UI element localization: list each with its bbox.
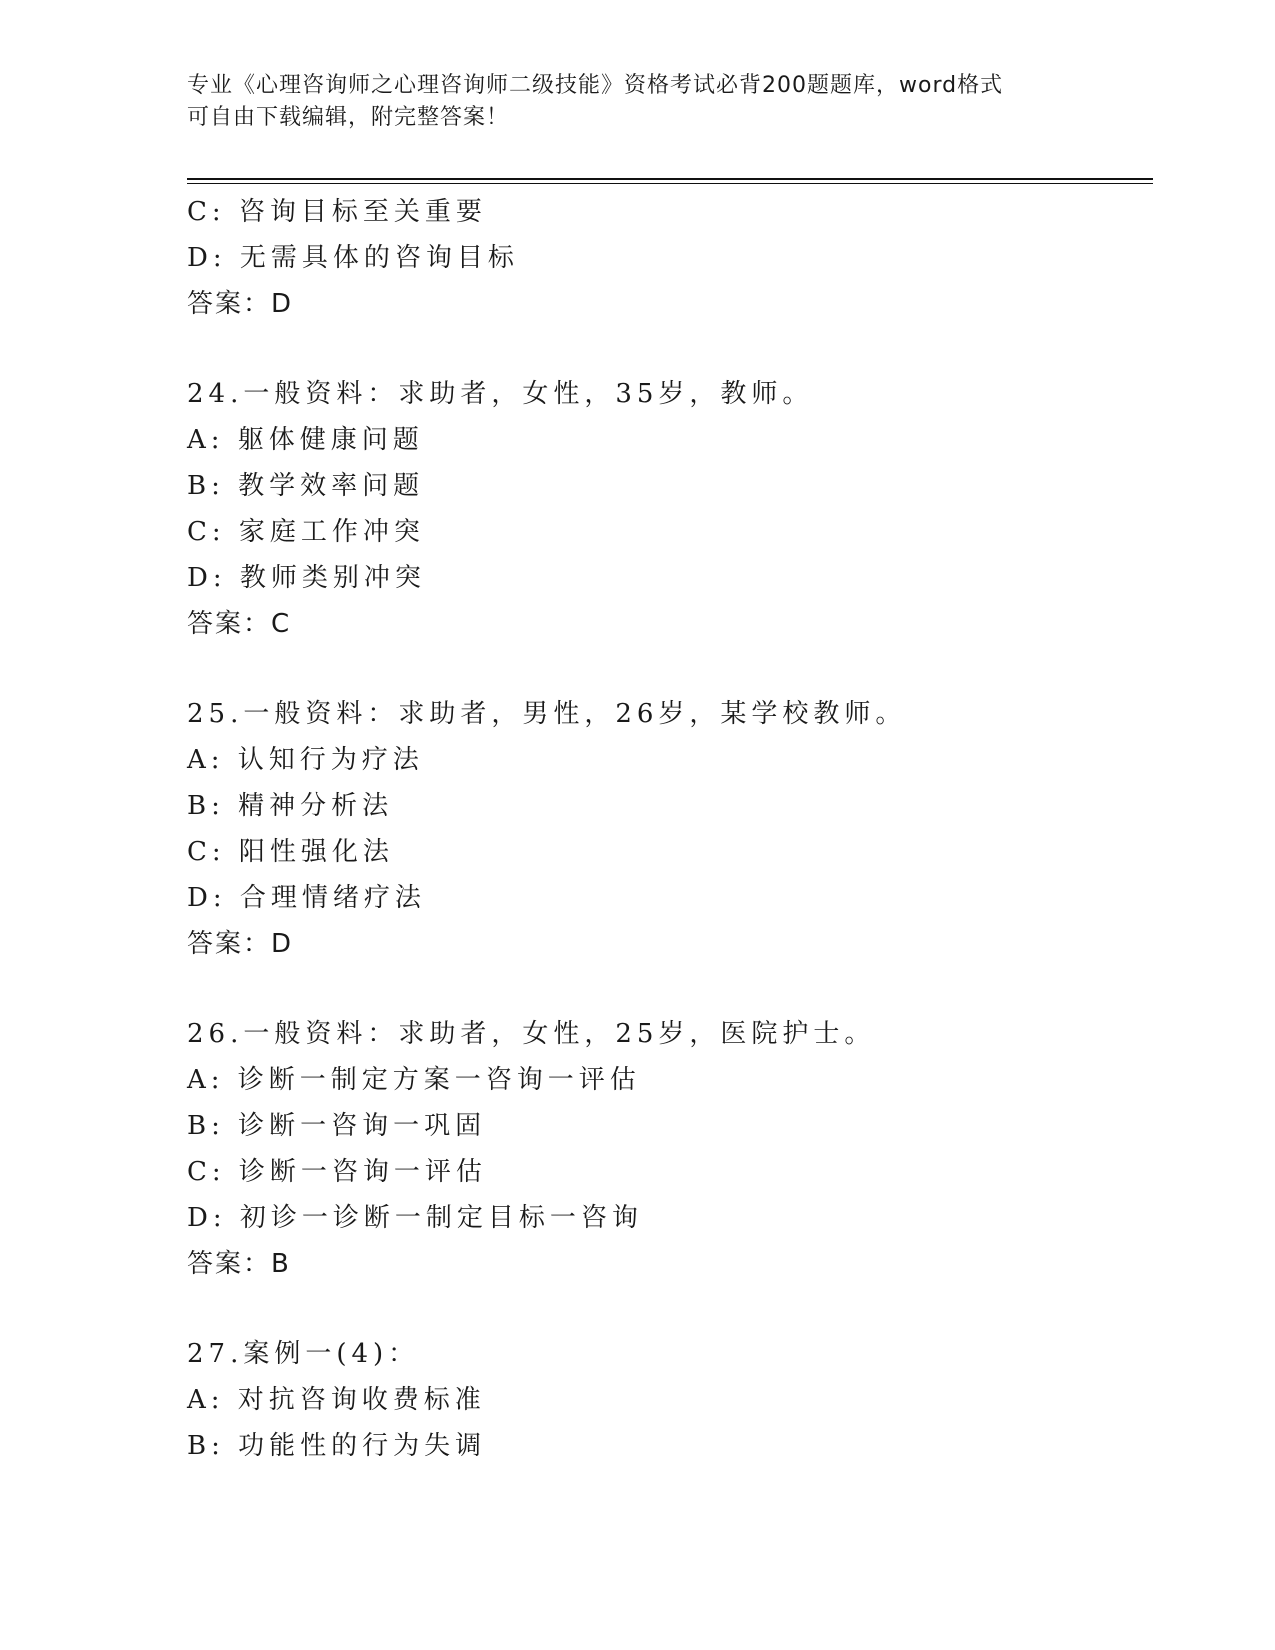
question-stem: 27.案例一(4)： (187, 1339, 420, 1369)
header-divider-thick (187, 178, 1153, 180)
option-d: D: 教师类别冲突 (187, 563, 426, 593)
question-25 (187, 691, 1147, 967)
document-header (187, 70, 1087, 134)
option-a: A: 对抗咨询收费标准 (187, 1385, 486, 1415)
option-d: D: 初诊一诊断一制定目标一咨询 (187, 1203, 643, 1233)
header-title-line-2: 可自由下载编辑，附完整答案！ (187, 105, 510, 130)
question-26 (187, 1011, 1147, 1287)
question-stem: 25.一般资料：求助者，男性，26岁，某学校教师。 (187, 699, 907, 729)
answer-line: 答案：C (187, 609, 292, 639)
option-c: C: 阳性强化法 (187, 837, 394, 867)
option-c: C: 咨询目标至关重要 (187, 197, 487, 227)
spacer (187, 327, 1147, 371)
header-divider-thin (187, 183, 1153, 184)
option-c: C: 家庭工作冲突 (187, 517, 425, 547)
option-a: A: 诊断一制定方案一咨询一评估 (187, 1065, 641, 1095)
option-b: B: 精神分析法 (187, 791, 394, 821)
question-stem: 24.一般资料：求助者，女性，35岁，教师。 (187, 379, 814, 409)
spacer (187, 967, 1147, 1011)
question-24 (187, 371, 1147, 647)
option-c: C: 诊断一咨询一评估 (187, 1157, 487, 1187)
header-title-line-1: 专业《心理咨询师之心理咨询师二级技能》资格考试必背200题题库，word格式 (187, 73, 1004, 98)
answer-line: 答案：D (187, 929, 294, 959)
question-23-continued (187, 189, 1147, 327)
spacer (187, 647, 1147, 691)
answer-line: 答案：B (187, 1249, 291, 1279)
option-a: A: 躯体健康问题 (187, 425, 424, 455)
option-b: B: 功能性的行为失调 (187, 1431, 487, 1461)
question-list (187, 189, 1147, 1469)
option-b: B: 教学效率问题 (187, 471, 425, 501)
option-d: D: 合理情绪疗法 (187, 883, 426, 913)
spacer (187, 1287, 1147, 1331)
option-d: D: 无需具体的咨询目标 (187, 243, 519, 273)
question-27 (187, 1331, 1147, 1469)
question-stem: 26.一般资料：求助者，女性，25岁，医院护士。 (187, 1019, 876, 1049)
answer-line: 答案：D (187, 289, 294, 319)
option-b: B: 诊断一咨询一巩固 (187, 1111, 487, 1141)
option-a: A: 认知行为疗法 (187, 745, 424, 775)
